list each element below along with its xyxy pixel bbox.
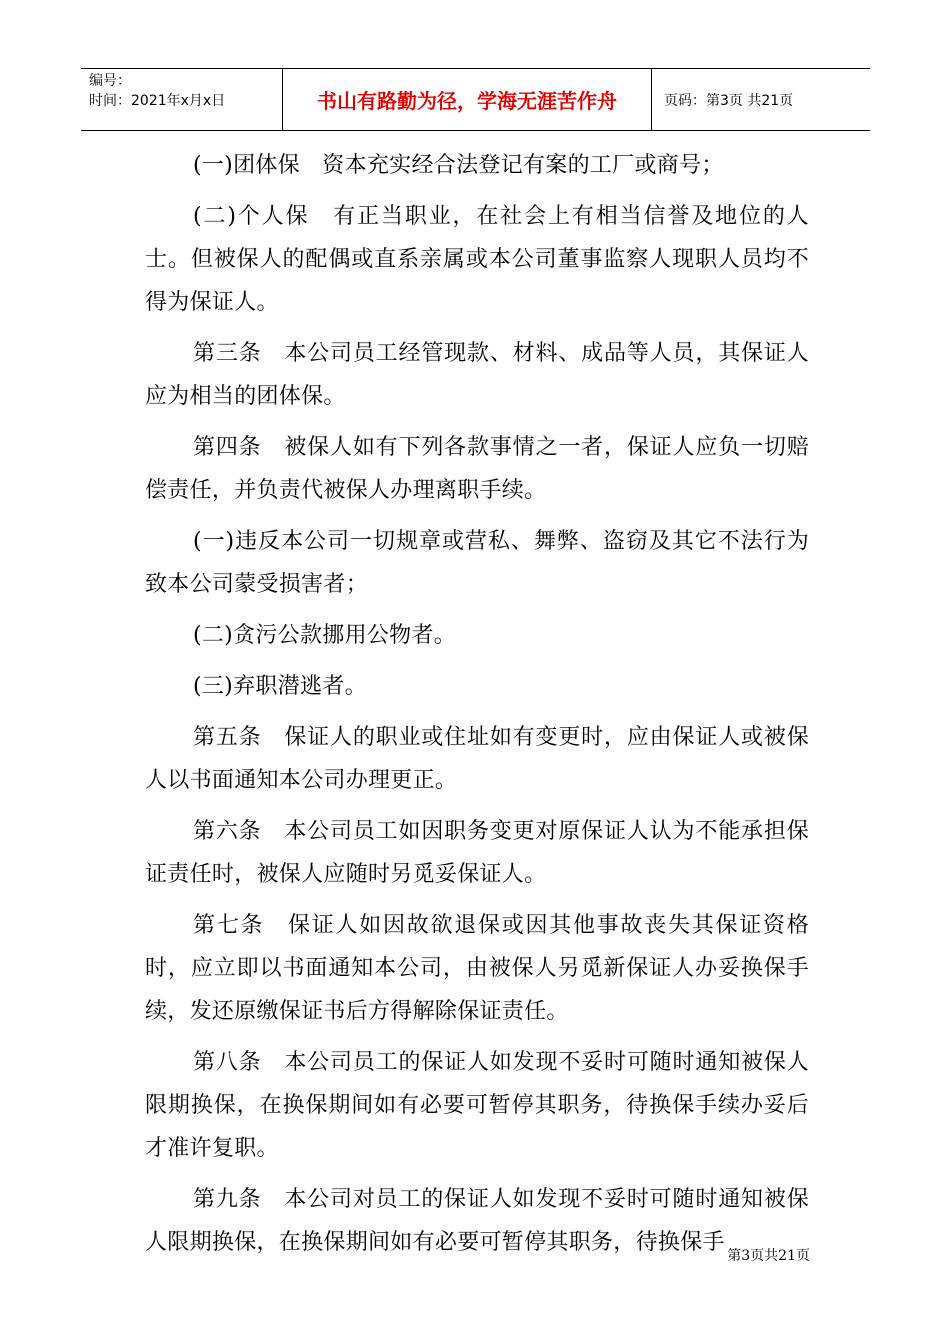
- paragraph: 第七条 保证人如因故欲退保或因其他事故丧失其保证资格时，应立即以书面通知本公司，由被保人另觅新保证人办妥换保手续，发还原缴保证书后方得解除保证责任。: [145, 913, 809, 1024]
- paragraph: 第八条 本公司员工的保证人如发现不妥时可随时通知被保人限期换保，在换保期间如有必要可暂停其职务，待换保手续办妥后才准许复职。: [145, 1050, 809, 1161]
- paragraph: 第四条 被保人如有下列各款事情之一者，保证人应负一切赔偿责任，并负责代被保人办理离职手续。: [145, 435, 809, 503]
- paragraph: 第五条 保证人的职业或住址如有变更时，应由保证人或被保人以书面通知本公司办理更正。: [145, 725, 809, 793]
- paragraph: (一)违反本公司一切规章或营私、舞弊、盗窃及其它不法行为致本公司蒙受损害者；: [145, 529, 809, 597]
- page-footer: 第3页共21页: [727, 1248, 810, 1264]
- header-meta: [81, 69, 283, 130]
- paragraph: (一)团体保 资本充实经合法登记有案的工厂或商号；: [193, 153, 724, 178]
- paragraph: 第九条 本公司对员工的保证人如发现不妥时可随时通知被保人限期换保，在换保期间如有必要可暂停其职务，待换保手: [145, 1187, 809, 1255]
- paragraph: (二)个人保 有正当职业，在社会上有相当信誉及地位的人士。但被保人的配偶或直系亲属或本公司董事监察人现职人员均不得为保证人。: [145, 204, 809, 315]
- paragraph: 第三条 本公司员工经管现款、材料、成品等人员，其保证人应为相当的团体保。: [145, 341, 809, 409]
- paragraph: (三)弃职潜逃者。: [193, 674, 367, 699]
- header-motto: 书山有路勤为径，学海无涯苦作舟: [283, 69, 652, 130]
- page-header: [81, 68, 870, 131]
- document-date: 时间：2021年x月x日: [89, 93, 226, 109]
- paragraph: 第六条 本公司员工如因职务变更对原保证人认为不能承担保证责任时，被保人应随时另觅妥保证人。: [145, 819, 809, 887]
- document-number: 编号：: [89, 73, 131, 89]
- header-page-number: 页码：第3页 共21页: [664, 92, 794, 109]
- paragraph: (二)贪污公款挪用公物者。: [193, 623, 457, 648]
- document-body: [145, 144, 809, 1272]
